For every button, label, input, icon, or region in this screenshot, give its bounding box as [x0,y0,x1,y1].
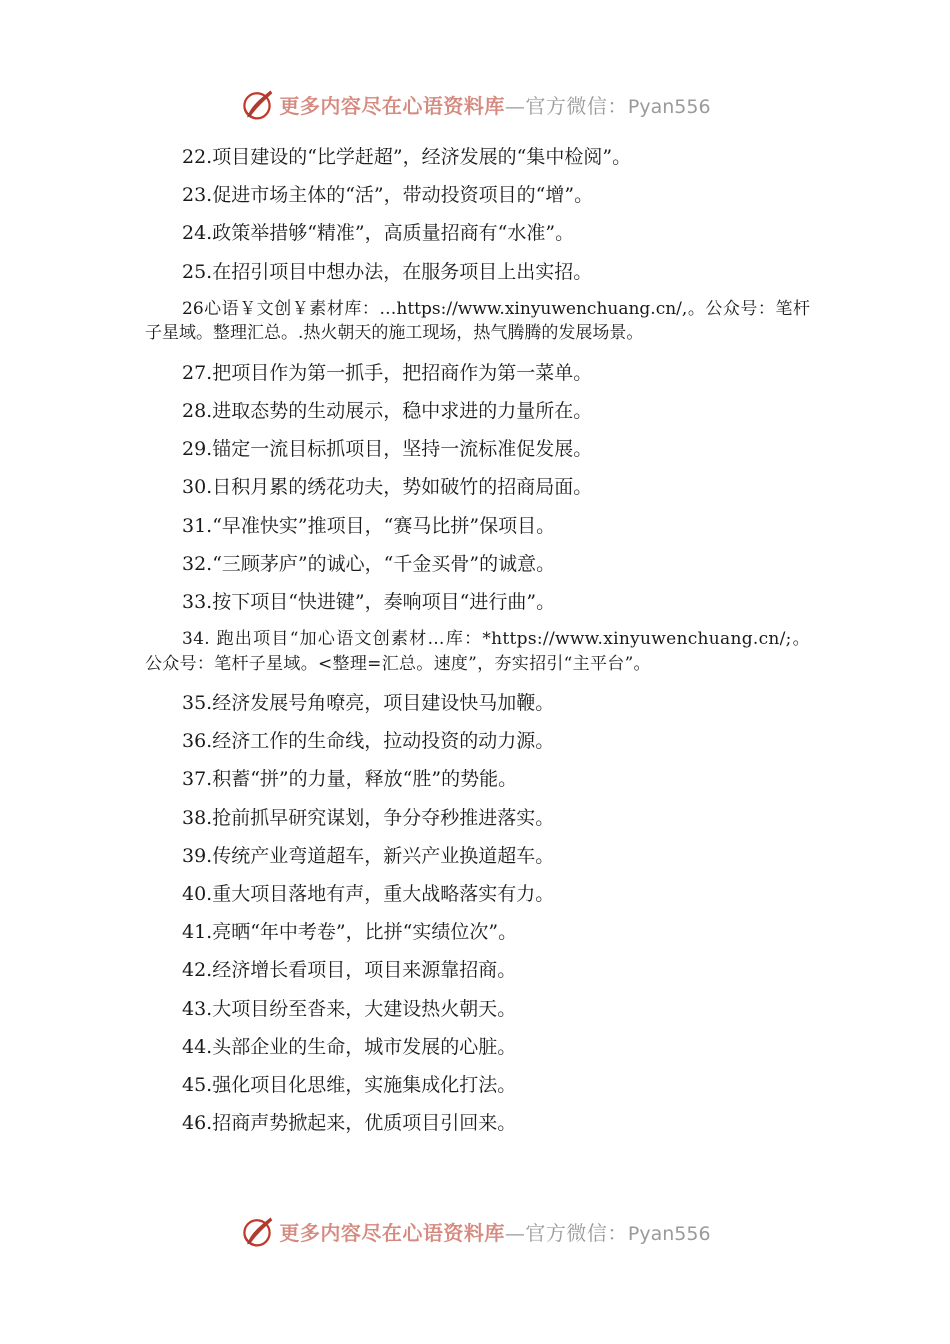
list-item: 27.把项目作为第一抓手，把招商作为第一菜单。 [182,361,593,384]
banner-account-text: Pyan556 [627,95,711,118]
banner-text [279,1217,710,1246]
pen-logo-icon [239,1213,275,1249]
banner-main-text: 更多内容尽在心语资料库 [279,1220,505,1245]
list-item: 32.“三顾茅庐”的诚心，“千金买骨”的诚意。 [182,552,556,575]
list-item: 45.强化项目化思维，实施集成化打法。 [182,1073,517,1096]
list-item: 25.在招引项目中想办法，在服务项目上出实招。 [182,260,593,283]
banner-text [279,90,710,119]
header-banner [0,84,950,124]
list-item: 36.经济工作的生命线，拉动投资的动力源。 [182,730,555,753]
list-item: 23.促进市场主体的“活”，带动投资项目的“增”。 [182,184,594,207]
list-item: 41.亮晒“年中考卷”，比拼“实绩位次”。 [182,921,518,944]
list-item: 44.头部企业的生命，城市发展的心脏。 [182,1035,517,1058]
list-item: 28.进取态势的生动展示，稳中求进的力量所在。 [182,399,593,422]
document-body [145,138,810,1142]
list-item: 22.项目建设的“比学赶超”，经济发展的“集中检阅”。 [182,146,632,168]
footer-banner [0,1211,950,1251]
banner-main-text: 更多内容尽在心语资料库 [279,93,505,118]
list-item: 29.锚定一流目标抓项目，坚持一流标准促发展。 [182,438,593,461]
list-item: 37.积蓄“拼”的力量，释放“胜”的势能。 [182,768,518,791]
list-item: 35.经济发展号角嘹亮，项目建设快马加鞭。 [182,692,555,715]
list-item: 31.“早准快实”推项目，“赛马比拼”保项目。 [182,514,556,537]
list-item: 46.招商声势掀起来，优质项目引回来。 [182,1112,517,1135]
list-item: 33.按下项目“快进键”，奏响项目“进行曲”。 [182,590,556,613]
banner-separator-text: —官方微信： [504,1220,628,1245]
list-item: 39.传统产业弯道超车，新兴产业换道超车。 [182,844,555,867]
list-item: 42.经济增长看项目，项目来源靠招商。 [182,959,517,982]
list-item: 30.日积月累的绣花功夫，势如破竹的招商局面。 [182,476,593,499]
list-item: 40.重大项目落地有声，重大战略落实有力。 [182,883,555,905]
banner-account-text: Pyan556 [627,1222,711,1245]
list-item: 43.大项目纷至沓来，大建设热火朝天。 [182,997,517,1020]
list-item: 24.政策举措够“精准”，高质量招商有“水准”。 [182,222,575,245]
banner-separator-text: —官方微信： [504,93,628,118]
paragraph-34: 34. 跑出项目“加心语文创素材…库：*https://www.xinyuwenchuang.cn/;。公众号：笔杆子星域。<整理=汇总。速度”，夯实招引“主平台”。 [145,629,810,674]
list-item: 38.抢前抓早研究谋划，争分夺秒推进落实。 [182,806,555,829]
paragraph-26: 26心语￥文创￥素材库：…https://www.xinyuwenchuang.cn/,。公众号：笔杆子星域。整理汇总。.热火朝天的施工现场，热气腾腾的发展场景。 [145,298,810,344]
pen-logo-icon [239,86,275,122]
